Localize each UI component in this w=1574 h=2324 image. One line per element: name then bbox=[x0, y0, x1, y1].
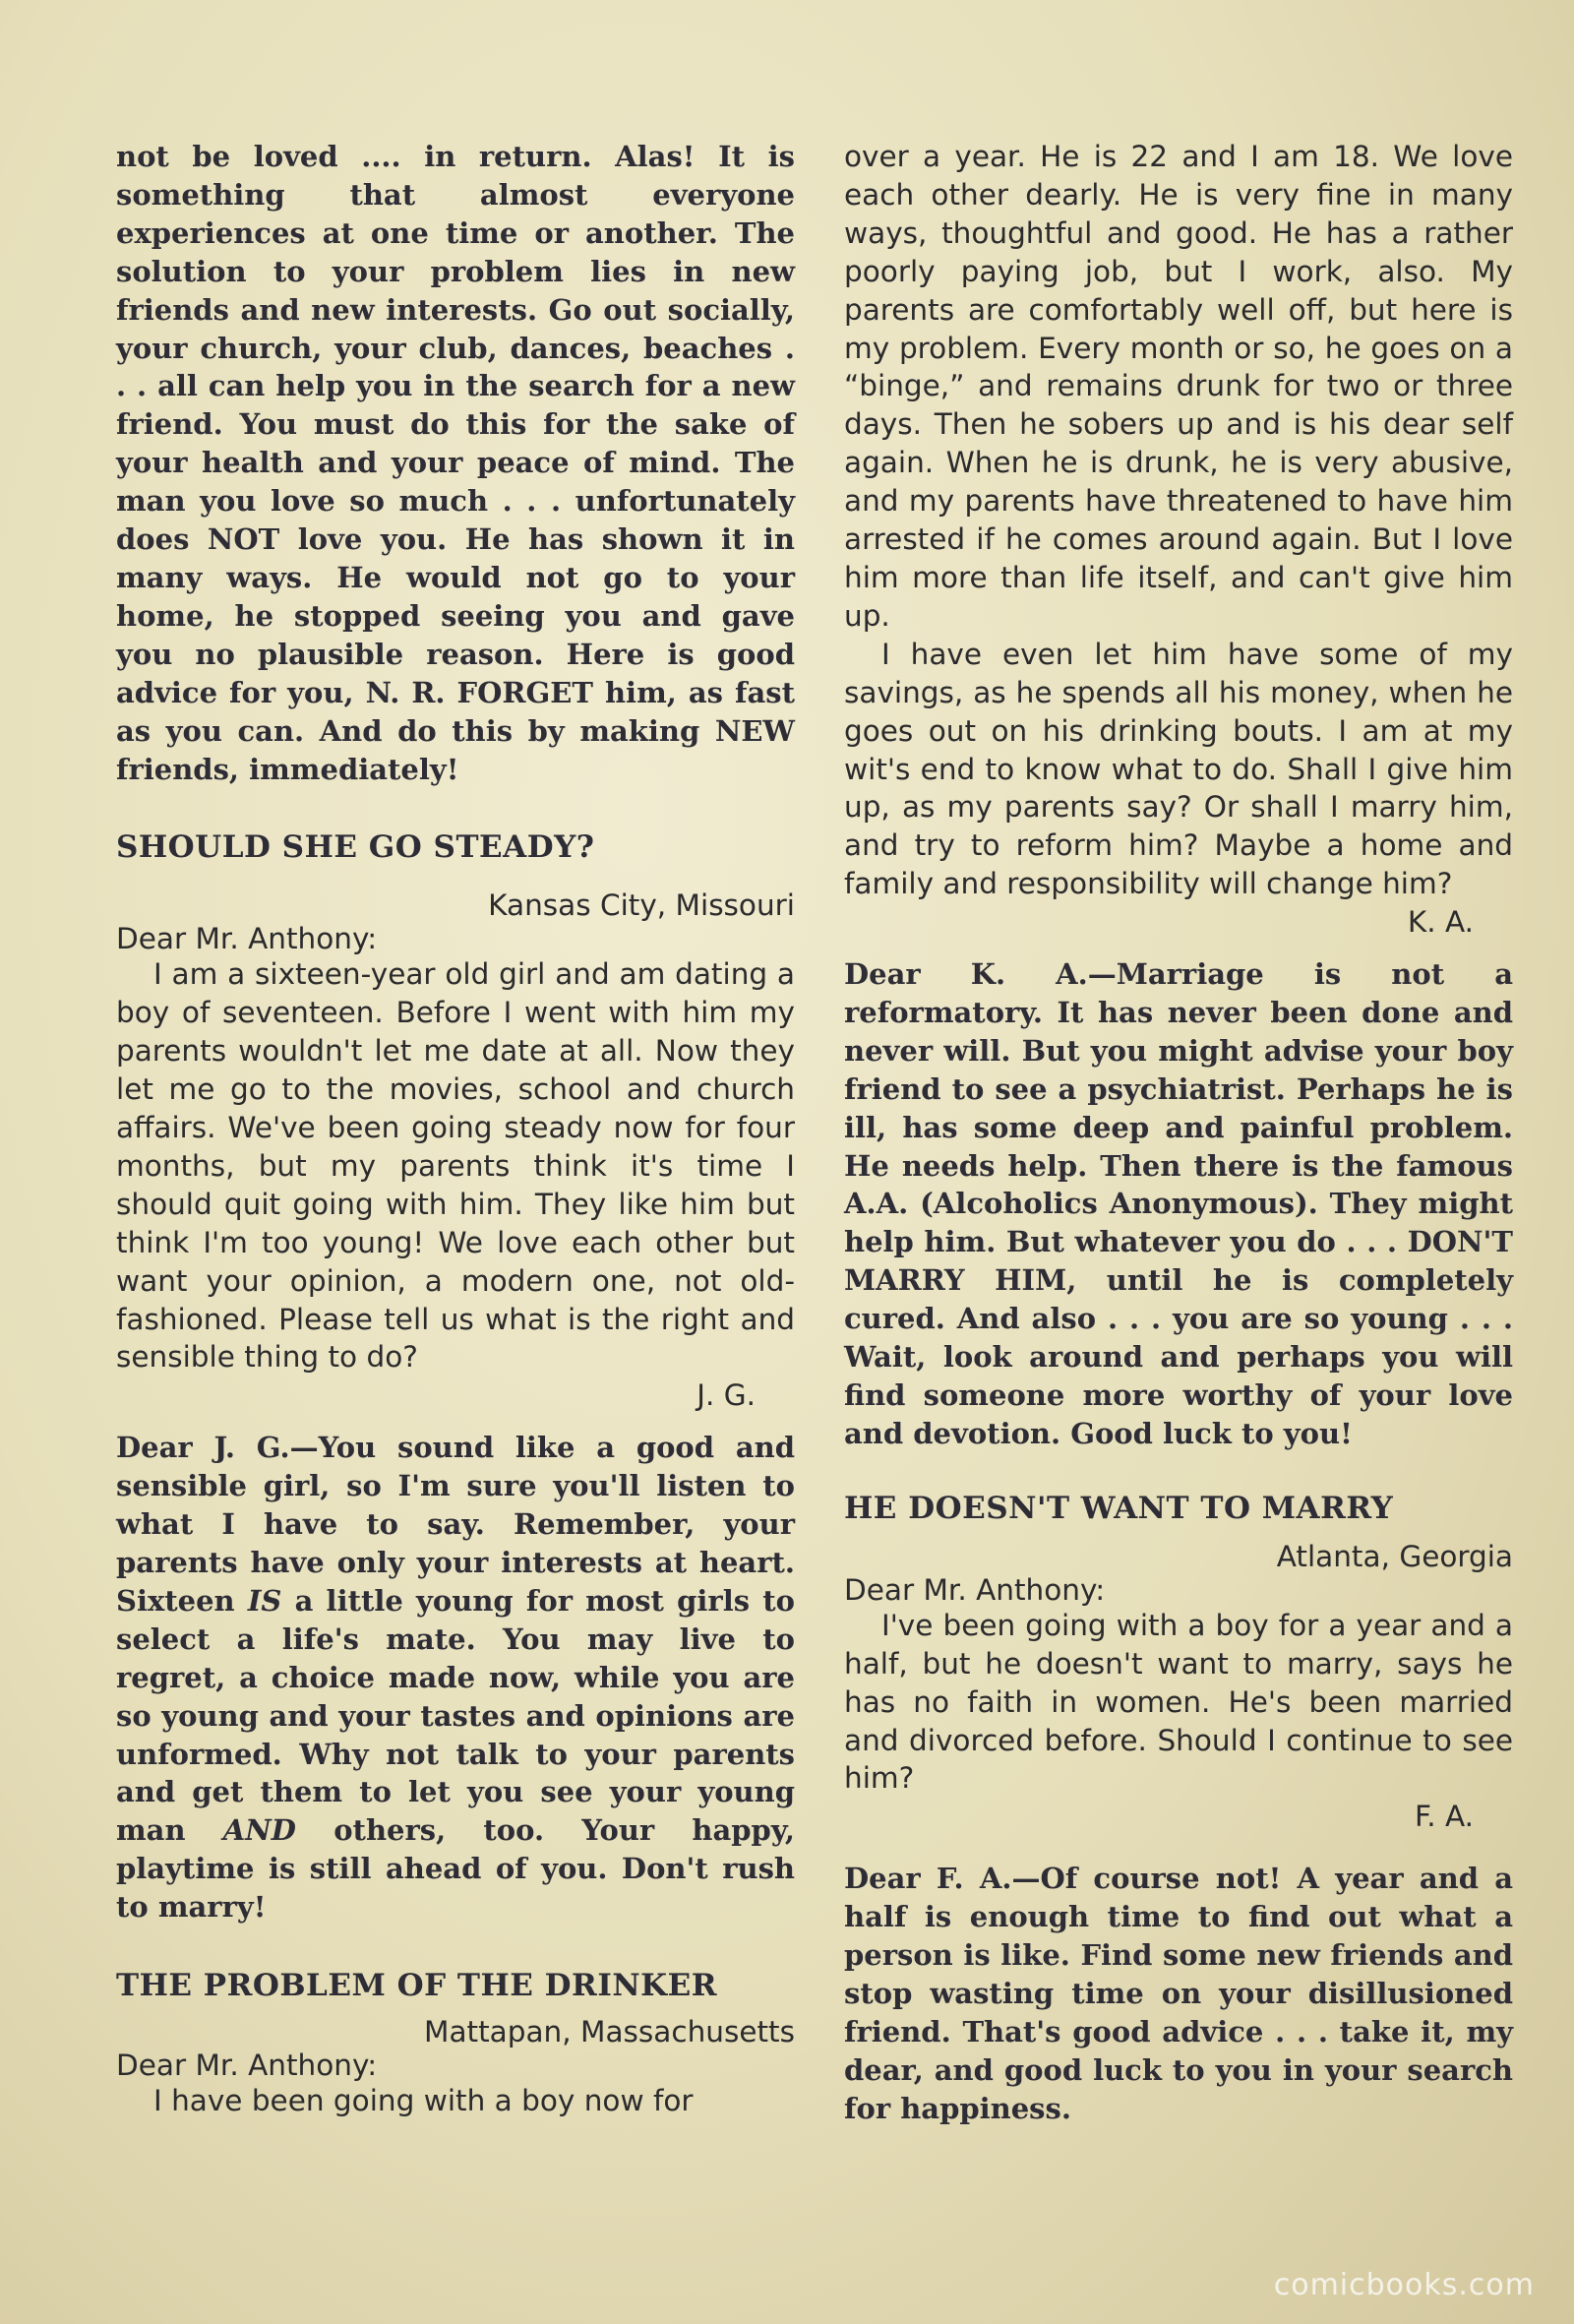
letter-marry bbox=[844, 1607, 1513, 1799]
left-column bbox=[116, 138, 795, 2120]
salutation-steady: Dear Mr. Anthony: bbox=[116, 922, 378, 956]
letter-drinker-start bbox=[116, 2082, 795, 2120]
signature-ka: K. A. bbox=[1407, 905, 1474, 940]
signature-row-drinker bbox=[844, 903, 1513, 942]
letter-steady bbox=[116, 955, 795, 1376]
reply-steady-emphasis-and: AND bbox=[222, 1813, 296, 1848]
letter-drinker-start-text: I have been going with a boy now for bbox=[153, 2084, 694, 2118]
salutation-drinker: Dear Mr. Anthony: bbox=[116, 2049, 378, 2083]
right-column bbox=[844, 138, 1513, 2128]
location-mattapan: Mattapan, Massachusetts bbox=[424, 2015, 795, 2049]
letter-steady-body: I am a sixteen-year old girl and am dating a boy of seventeen. Before I went with him my parents wouldn't let me date at all. Now they let me go to the movies, school and church affairs. We've been going steady now for four months, but my parents think it's time I should quit going with him. They like him but think I'm too young! We love each other but want your opinion, a modern one, not old-fashioned. Please tell us what is the right and sensible thing to do? bbox=[116, 957, 795, 1375]
reply-drinker: Dear K. A.—Marriage is not a reformatory. It has never been done and never will. But you might advise your boy friend to see a psychiatrist. Perhaps he is ill, has some deep and painful problem. He needs help. Then there is the famous A.A. (Alcoholics Anonymous). They might help him. But whatever you do . . . DON'T MARRY HIM, until he is completely cured. And also . . . you are so young . . . Wait, look around and perhaps you will find someone more worthy of your love and devotion. Good luck to you! bbox=[844, 957, 1513, 1450]
letter-drinker-continued: over a year. He is 22 and I am 18. We love each other dearly. He is very fine in many ways, thoughtful and good. He has a rather poorly paying job, but I work, also. My parents are comfortably well off, but here is my problem. Every month or so, he goes on a “binge,” and remains drunk for two or three days. Then he sobers up and is his dear self again. When he is drunk, he is very abusive, and my parents have threatened to have him arrested if he comes around again. But I love him more than life itself, and can't give him up. bbox=[844, 140, 1513, 633]
reply-steady-part3: others, too. Your happy, playtime is still ahead of you. Don't rush to marry! bbox=[116, 1813, 795, 1925]
heading-should-she-go-steady: SHOULD SHE GO STEADY? bbox=[116, 829, 595, 866]
reply-steady-emphasis-is: IS bbox=[247, 1583, 282, 1618]
reply-steady-part1: Dear J. G.—You sound like a good and sensible girl, so I'm sure you'll listen to what I have to say. Remember, your parents have only your interests at heart. Sixteen bbox=[116, 1431, 795, 1618]
heading-problem-of-the-drinker: THE PROBLEM OF THE DRINKER bbox=[116, 1968, 717, 2004]
letter-marry-body: I've been going with a boy for a year and a half, but he doesn't want to marry, says he has no faith in women. He's been married and divorced before. Should I continue to see him? bbox=[844, 1608, 1513, 1796]
letter-drinker-paragraph-2 bbox=[844, 636, 1513, 903]
reply-steady-part2: a little young for most girls to select a life's mate. You may live to regret, a choice made now, while you are so young and your tastes and opinions are unformed. Why not talk to your parents and get them to let you see your young man bbox=[116, 1583, 795, 1848]
signature-row-steady bbox=[116, 1376, 795, 1415]
signature-fa: F. A. bbox=[1414, 1800, 1474, 1834]
reply-steady bbox=[116, 1429, 795, 1926]
salutation-marry: Dear Mr. Anthony: bbox=[844, 1572, 1106, 1607]
heading-he-doesnt-want-to-marry: HE DOESN'T WANT TO MARRY bbox=[844, 1490, 1394, 1526]
location-kansas-city: Kansas City, Missouri bbox=[488, 888, 795, 923]
intro-reply: not be loved .... in return. Alas! It is something that almost everyone experiences at one time or another. The solution to your problem lies in new friends and new interests. Go out socially, your church, your club, dances, beaches . . . all can help you in the search for a new friend. You must do this for the sake of your health and your peace of mind. The man you love so much . . . unfortunately does NOT love you. He has shown it in many ways. He would not go to your home, he stopped seeing you and gave you no plausible reason. Here is good advice for you, N. R. FORGET him, as fast as you can. And do this by making NEW friends, immediately! bbox=[116, 140, 795, 786]
letter-drinker-paragraph-2-text: I have even let him have some of my savings, as he spends all his money, when he goes out on his drinking bouts. I am at my wit's end to know what to do. Shall I give him up, as my parents say? Or shall I marry him, and try to reform him? Maybe a home and family and responsibility will change him? bbox=[844, 637, 1513, 901]
signature-row-marry bbox=[844, 1798, 1513, 1836]
site-watermark: comicbooks.com bbox=[1273, 2268, 1535, 2302]
signature-jg: J. G. bbox=[696, 1378, 756, 1413]
location-atlanta: Atlanta, Georgia bbox=[1276, 1539, 1513, 1573]
reply-marry: Dear F. A.—Of course not! A year and a half is enough time to find out what a person is like. Find some new friends and stop wasting time on your disillusioned friend. That's good advice . . . take it, my dear, and good luck to you in your search for happiness. bbox=[844, 1862, 1513, 2125]
